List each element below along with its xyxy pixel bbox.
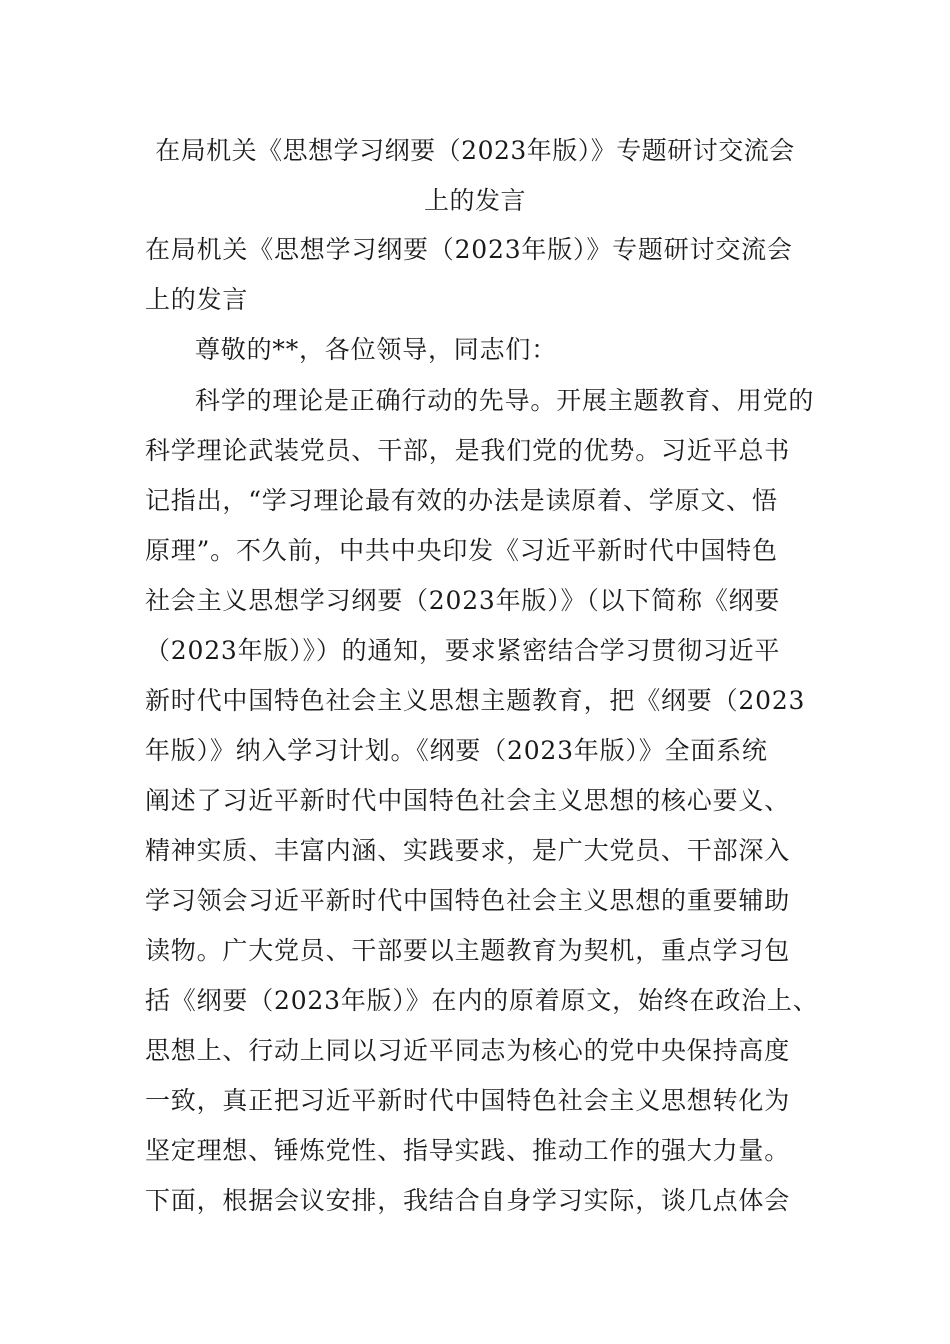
body-line: 记指出，“学习理论最有效的办法是读原着、学原文、悟 — [145, 486, 778, 515]
body-line: 坚定理想、锤炼党性、指导实践、推动工作的强大力量。 — [145, 1136, 791, 1165]
body-line: 思想上、行动上同以习近平同志为核心的党中央保持高度 — [145, 1036, 791, 1065]
body-line: 括《纲要（2023年版）》在内的原着原文，始终在政治上、 — [145, 986, 819, 1015]
body-line: 科学的理论是正确行动的先导。开展主题教育、用党的 — [195, 386, 815, 415]
body-line: （2023年版）》）的通知，要求紧密结合学习贯彻习近平 — [145, 636, 781, 665]
body-line: 学习领会习近平新时代中国特色社会主义思想的重要辅助 — [145, 886, 791, 915]
subtitle-line-2: 上的发言 — [145, 285, 249, 314]
document-title-line-2: 上的发言 — [423, 186, 526, 215]
body-line: 新时代中国特色社会主义思想主题教育，把《纲要（2023 — [145, 686, 806, 715]
body-line: 下面，根据会议安排，我结合自身学习实际，谈几点体会 — [145, 1186, 791, 1215]
salutation: 尊敬的**，各位领导，同志们： — [195, 335, 558, 364]
subtitle-line-1: 在局机关《思想学习纲要（2023年版）》专题研讨交流会 — [145, 235, 793, 264]
body-line: 读物。广大党员、干部要以主题教育为契机，重点学习包 — [145, 936, 791, 965]
body-line: 科学理论武装党员、干部，是我们党的优势。习近平总书 — [145, 436, 791, 465]
body-line: 原理”。不久前，中共中央印发《习近平新时代中国特色 — [145, 536, 778, 565]
body-line: 阐述了习近平新时代中国特色社会主义思想的核心要义、 — [145, 786, 791, 815]
body-line: 社会主义思想学习纲要（2023年版）》（以下简称《纲要 — [145, 586, 781, 615]
body-line: 年版）》纳入学习计划。《纲要（2023年版）》全面系统 — [145, 736, 768, 765]
document-title-line-1: 在局机关《思想学习纲要（2023年版）》专题研讨交流会 — [155, 136, 795, 165]
body-line: 精神实质、丰富内涵、实践要求，是广大党员、干部深入 — [145, 836, 791, 865]
body-line: 一致，真正把习近平新时代中国特色社会主义思想转化为 — [145, 1086, 791, 1115]
